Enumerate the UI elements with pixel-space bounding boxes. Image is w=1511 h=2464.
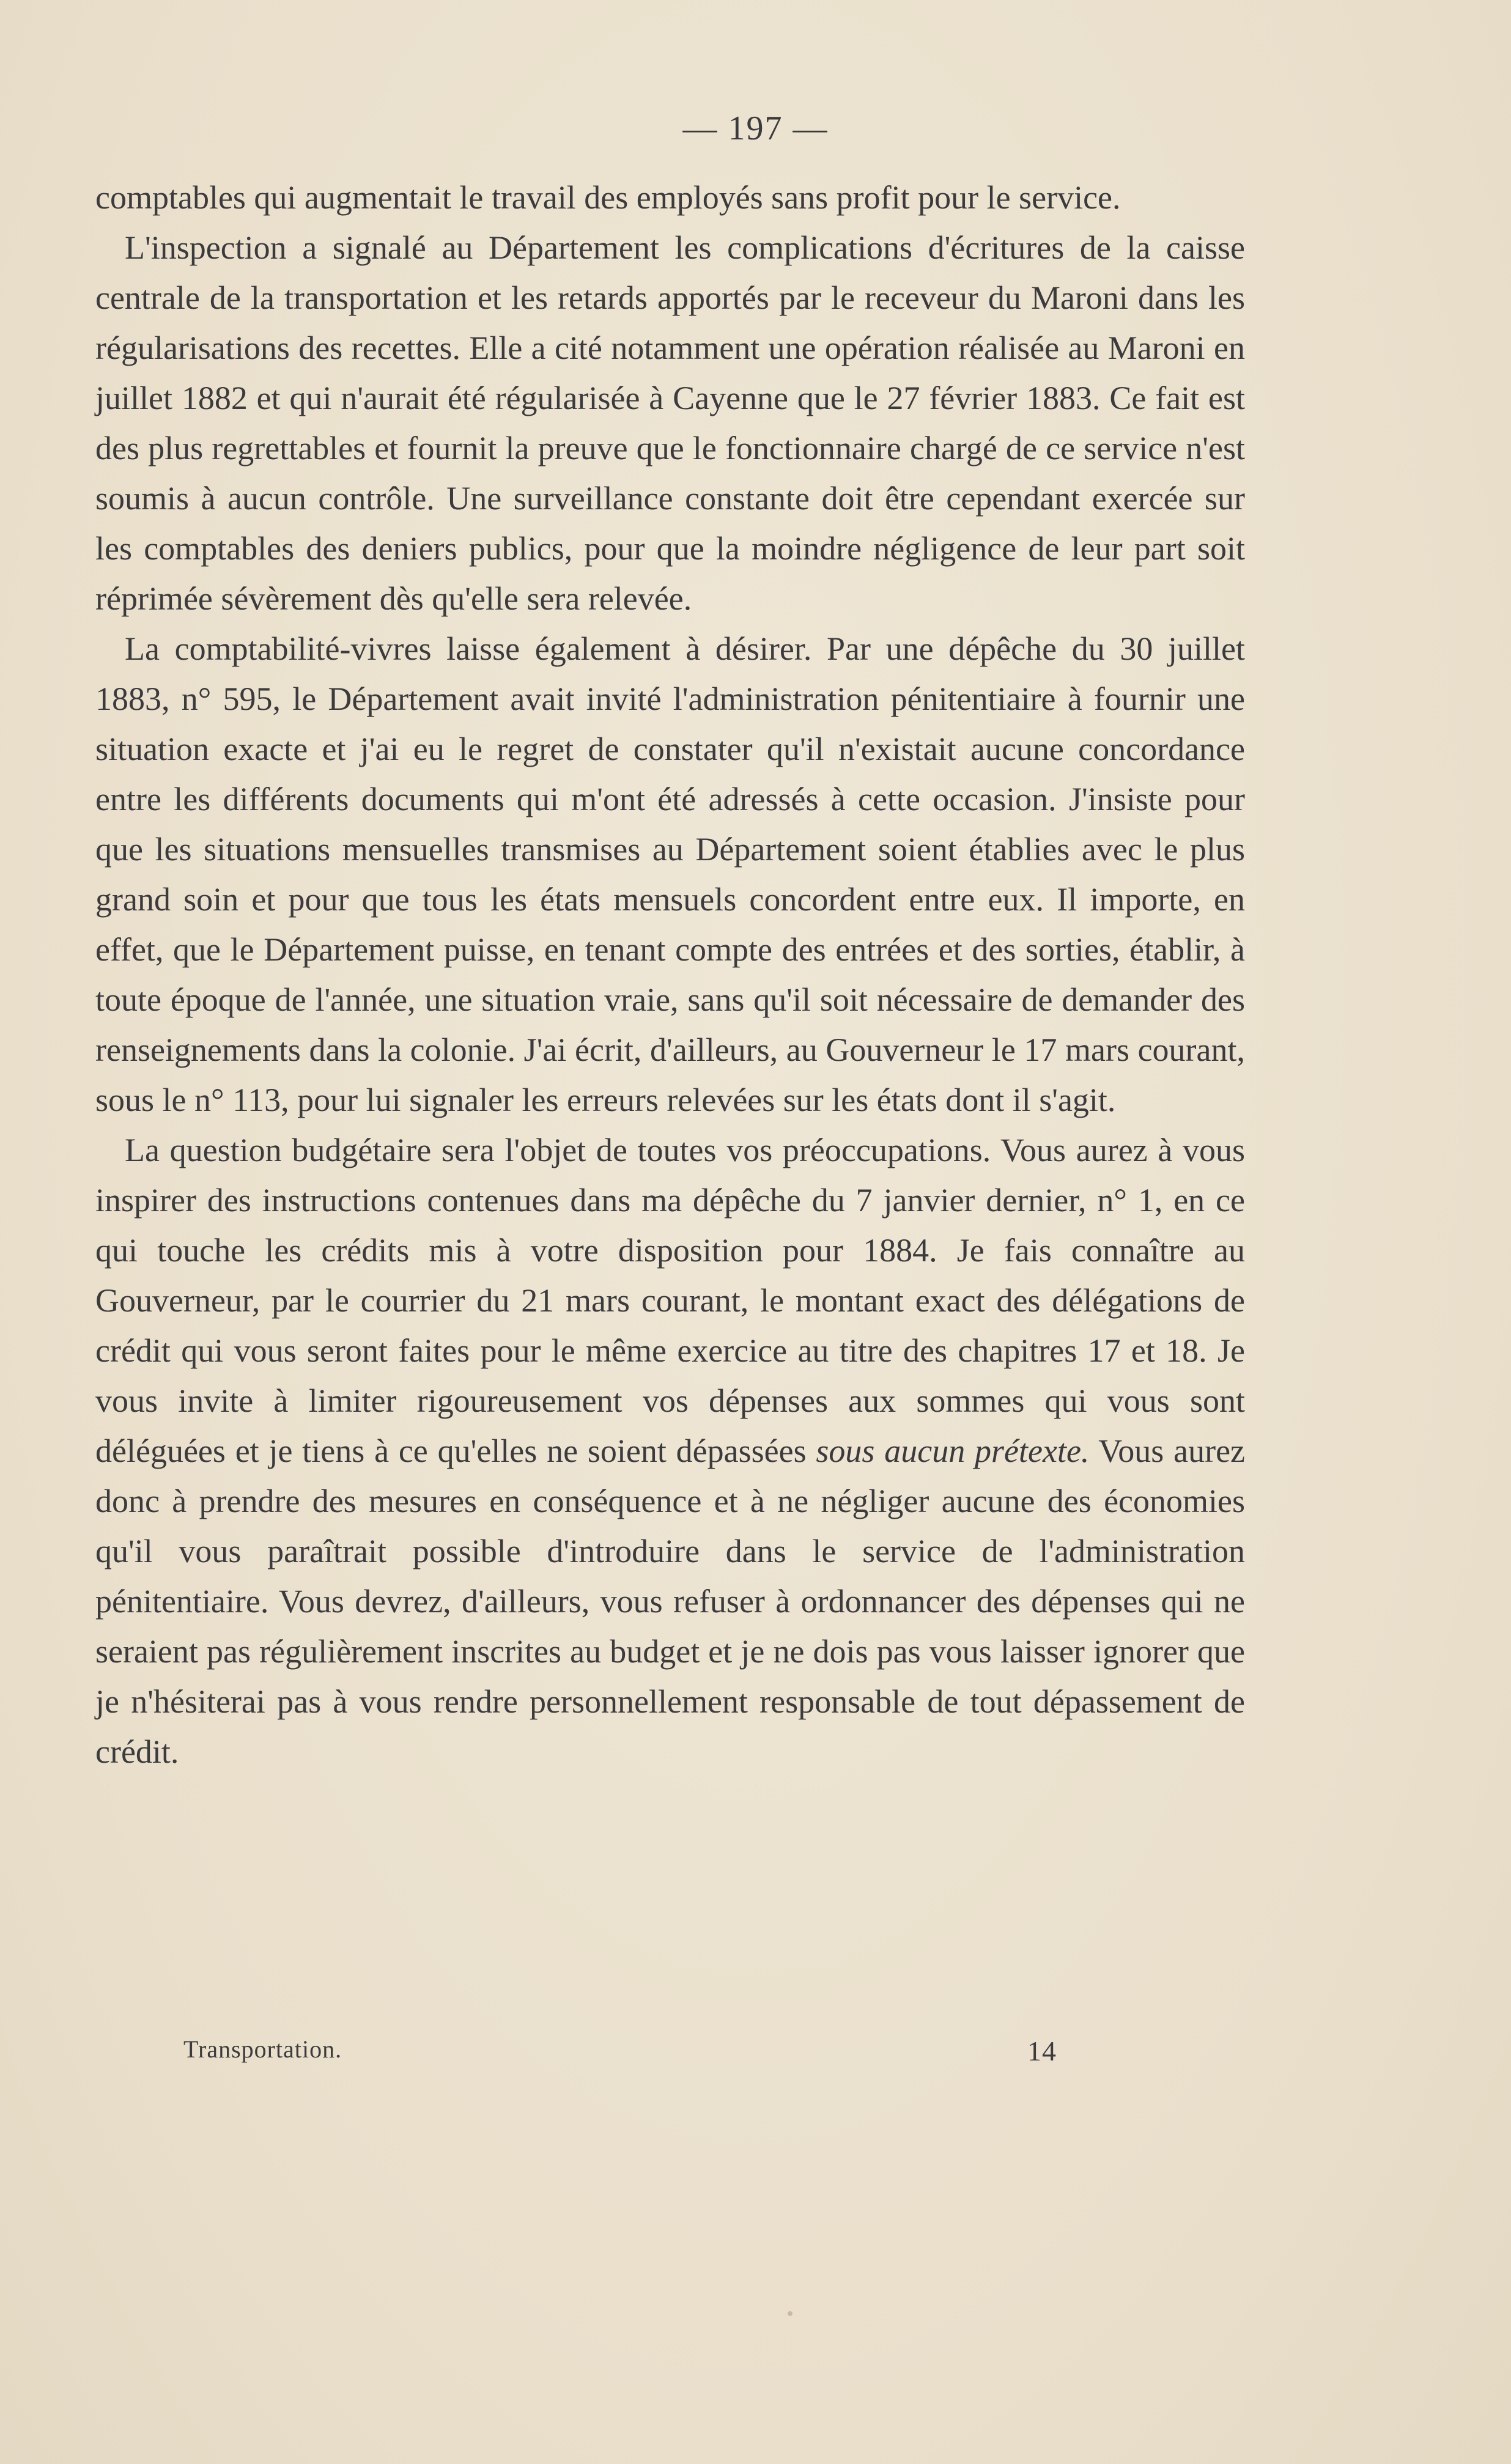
paragraph-4-text-after: Vous aurez donc à prendre des mesures en conséquence et à ne négliger aucune des économies qu'il vous paraîtrait possible d'introduire dans le service de l'administration pénitentiaire. Vous devrez, d'ailleurs, vous refuser à ordonnancer des dépenses qui ne seraient pas régulièrement inscrites au budget et je ne dois pas vous laisser ignorer que je n'hésiterai pas à vous rendre personnellement responsable de tout dépassement de crédit.	[95, 1433, 1246, 1770]
body-text	[95, 172, 1245, 1777]
paragraph-3: La comptabilité-vivres laisse également à désirer. Par une dépêche du 30 juillet 1883, n° 595, le Département avait invité l'administration pénitentiaire à fournir une situation exacte et j'ai eu le regret de constater qu'il n'existait aucune concordance entre les différents documents qui m'ont été adressés à cette occasion. J'insiste pour que les situations mensuelles transmises au Département soient établies avec le plus grand soin et pour que tous les états mensuels concordent entre eux. Il importe, en effet, que le Département puisse, en tenant compte des entrées et des sorties, établir, à toute époque de l'année, une situation vraie, sans qu'il soit nécessaire de demander des renseignements dans la colonie. J'ai écrit, d'ailleurs, au Gouverneur le 17 mars courant, sous le n° 113, pour lui signaler les erreurs relevées sur les états dont il s'agit.	[95, 630, 1245, 1118]
paragraph-4-italic: sous aucun prétexte.	[816, 1433, 1090, 1469]
page-number: — 197 —	[682, 109, 829, 147]
footer-label: Transportation.	[183, 2035, 342, 2063]
page-footer	[183, 2035, 1101, 2067]
signature-mark: 14	[1027, 2035, 1057, 2067]
paragraph-1: comptables qui augmentait le travail des employés sans profit pour le service.	[95, 179, 1121, 216]
paragraph-4	[95, 1125, 1245, 1777]
paragraph-2: L'inspection a signalé au Département les complications d'écritures de la caisse centrale de la transportation et les retards apportés par le receveur du Maroni dans les régularisations des recettes. Elle a cité notamment une opération réalisée au Maroni en juillet 1882 et qui n'aurait été régularisée à Cayenne que le 27 février 1883. Ce fait est des plus regrettables et fournit la preuve que le fonctionnaire chargé de ce service n'est soumis à aucun contrôle. Une surveillance constante doit être cependant exercée sur les comptables des deniers publics, pour que la moindre négligence de leur part soit réprimée sévèrement dès qu'elle sera relevée.	[95, 229, 1245, 617]
paper-speck	[788, 2311, 792, 2316]
paragraph-4-text-before: La question budgétaire sera l'objet de toutes vos préoccupations. Vous aurez à vous inspirer des instructions contenues dans ma dépêche du 7 janvier dernier, n° 1, en ce qui touche les crédits mis à votre disposition pour 1884. Je fais connaître au Gouverneur, par le courrier du 21 mars courant, le montant exact des délégations de crédit qui vous seront faites pour le même exercice au titre des chapitres 17 et 18. Je vous invite à limiter rigoureusement vos dépenses aux sommes qui vous sont déléguées et je tiens à ce qu'elles ne soient dépassées	[95, 1132, 1245, 1469]
